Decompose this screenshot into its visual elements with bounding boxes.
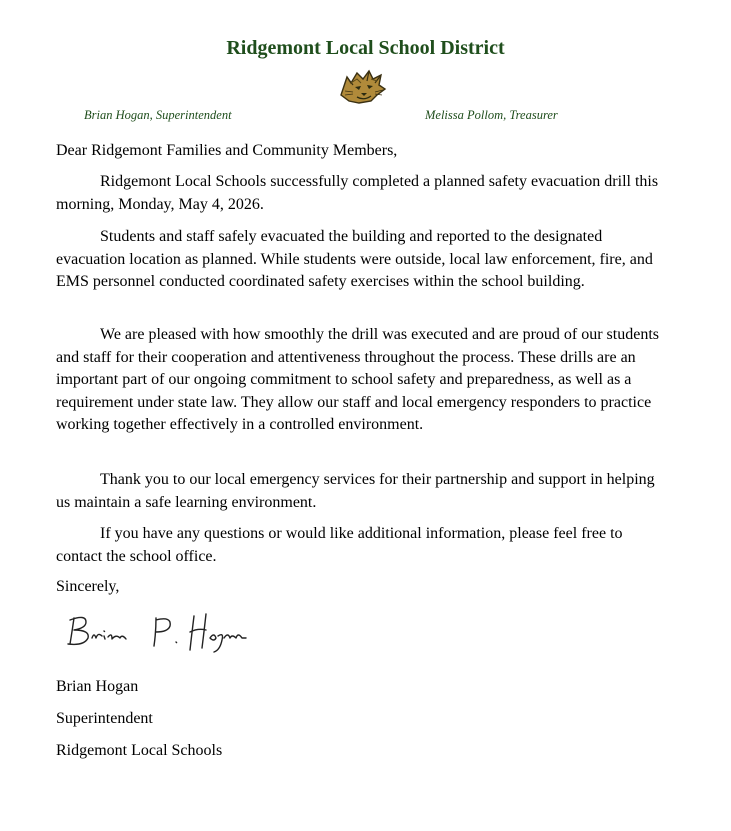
superintendent-label: Brian Hogan, Superintendent (84, 108, 232, 122)
closing: Sincerely, (56, 578, 120, 595)
paragraph-4 (56, 469, 672, 514)
paragraph-2 (56, 226, 672, 294)
bobcat-head-icon (337, 65, 389, 105)
paragraph-1 (56, 171, 672, 216)
handwritten-signature (64, 610, 254, 655)
signer-organization: Ridgemont Local Schools (56, 742, 223, 759)
district-name: Ridgemont Local School District (226, 37, 505, 59)
signer-title: Superintendent (56, 710, 153, 727)
paragraph-text: Thank you to our local emergency services for their partnership and support in helping us maintain a safe learning environment. (56, 471, 655, 511)
paragraph-3 (56, 324, 672, 437)
signer-name: Brian Hogan (56, 678, 139, 695)
paragraph-5 (56, 523, 672, 568)
paragraph-text: We are pleased with how smoothly the drill was executed and are proud of our students and staff for their cooperation and attentiveness throughout the process. These drills are an important part of our ongoing commitment to school safety and preparedness, as well as a requirement under state law. They allow our staff and local emergency responders to practice working together effectively in a controlled environment. (56, 326, 659, 433)
treasurer-label: Melissa Pollom, Treasurer (425, 108, 558, 122)
paragraph-text: Ridgemont Local Schools successfully completed a planned safety evacuation drill this morning, Monday, May 4, 2026. (56, 173, 659, 213)
salutation: Dear Ridgemont Families and Community Members, (56, 142, 398, 159)
paragraph-text: If you have any questions or would like additional information, please feel free to contact the school office. (56, 525, 623, 565)
paragraph-text: Students and staff safely evacuated the building and reported to the designated evacuation location as planned. While students were outside, local law enforcement, fire, and EMS personnel conducted coordinated safety exercises within the school building. (56, 228, 653, 290)
